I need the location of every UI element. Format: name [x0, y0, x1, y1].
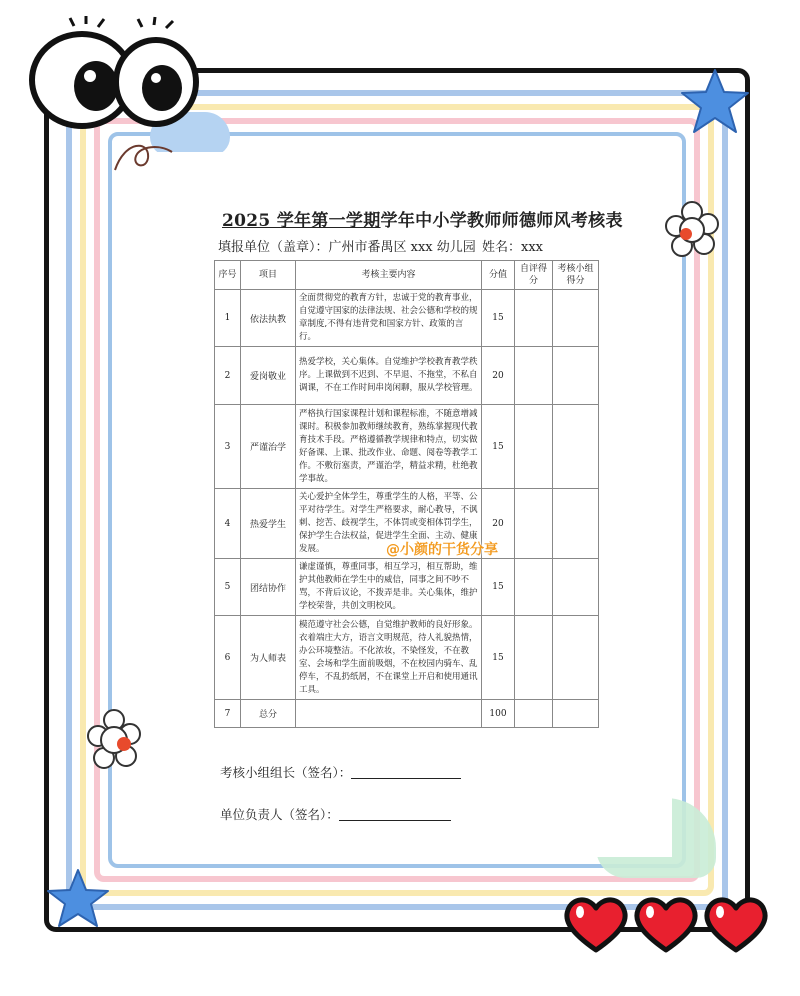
table-row	[215, 347, 599, 405]
watermark: @小颜的干货分享	[386, 542, 498, 558]
self-score-cell[interactable]	[515, 347, 553, 405]
table-row	[215, 405, 599, 489]
row-item: 为人师表	[241, 616, 296, 700]
row-no: 6	[215, 616, 241, 700]
table-total-row	[215, 700, 599, 728]
row-score: 20	[482, 489, 515, 559]
row-no: 4	[215, 489, 241, 559]
self-score-cell[interactable]	[515, 616, 553, 700]
group-score-cell[interactable]	[553, 347, 599, 405]
header-item: 项目	[241, 261, 296, 290]
self-score-cell[interactable]	[515, 559, 553, 616]
table-row	[215, 616, 599, 700]
heart-icon	[567, 900, 625, 950]
row-content: 模范遵守社会公德，自觉维护教师的良好形象。衣着端庄大方，语言文明规范，待人礼貌热情，办公环境整洁。不化浓妆，不染怪发，不在教室、会场和学生面前吸烟，不在校园内骑车、乱停车，不乱扔纸屑，不在课堂上开启和使用通讯工具。	[296, 616, 482, 700]
self-total-cell[interactable]	[515, 700, 553, 728]
header-score: 分值	[482, 261, 515, 290]
row-item: 依法执教	[241, 290, 296, 347]
page-title	[222, 206, 642, 231]
self-score-cell[interactable]	[515, 405, 553, 489]
googly-eyes-icon	[24, 14, 204, 129]
group-score-cell[interactable]	[553, 489, 599, 559]
row-score: 20	[482, 347, 515, 405]
head-signature-label: 单位负责人（签名）：	[220, 807, 339, 822]
row-item: 严谨治学	[241, 405, 296, 489]
header-group-score: 考核小组得分	[553, 261, 599, 290]
star-icon	[46, 866, 110, 930]
row-score: 15	[482, 559, 515, 616]
row-score: 15	[482, 405, 515, 489]
row-no: 3	[215, 405, 241, 489]
row-score: 15	[482, 616, 515, 700]
row-content: 热爱学校，关心集体。自觉维护学校教育教学秩序。上课做到不迟到、不早退、不拖堂，不私自调课，不在工作时间串岗闲聊，服从学校管理。	[296, 347, 482, 405]
group-total-cell[interactable]	[553, 700, 599, 728]
total-label: 总分	[241, 700, 296, 728]
table-row	[215, 290, 599, 347]
group-score-cell[interactable]	[553, 616, 599, 700]
leader-signature-label: 考核小组组长（签名）：	[220, 765, 352, 780]
row-no: 5	[215, 559, 241, 616]
group-score-cell[interactable]	[553, 290, 599, 347]
self-score-cell[interactable]	[515, 290, 553, 347]
self-score-cell[interactable]	[515, 489, 553, 559]
row-score: 15	[482, 290, 515, 347]
total-no: 7	[215, 700, 241, 728]
header-self-score: 自评得分	[515, 261, 553, 290]
table-header-row	[215, 261, 599, 290]
reporting-unit: 填报单位（盖章）：广州市番禺区 xxx 幼儿园	[218, 240, 476, 255]
group-score-cell[interactable]	[553, 559, 599, 616]
teacher-name: 姓名：xxx	[482, 240, 543, 255]
header-no: 序号	[215, 261, 241, 290]
row-content: 谦虚谨慎，尊重同事，相互学习，相互帮助，维护其他教师在学生中的威信，同事之间不吵不骂，不背后议论，不拨弄是非。关心集体，维护学校荣誉，共创文明校风。	[296, 559, 482, 616]
row-content: 严格执行国家课程计划和课程标准，不随意增减课时。积极参加教师继续教育，熟练掌握现代教育技术手段。严格遵循教学规律和特点，切实做好备课、上课、批改作业、命题、阅卷等教学工作。不敷衍塞责，严谨治学，精益求精，杜绝教学事故。	[296, 405, 482, 489]
total-score: 100	[482, 700, 515, 728]
leader-signature-line[interactable]	[351, 777, 461, 779]
assessment-table	[214, 260, 599, 728]
title-term: 2025 学年第一学期	[222, 211, 381, 231]
head-signature-line[interactable]	[339, 819, 451, 821]
row-no: 2	[215, 347, 241, 405]
head-signature	[220, 805, 451, 823]
header-content: 考核主要内容	[296, 261, 482, 290]
leader-signature	[220, 763, 461, 781]
heart-icon	[637, 900, 695, 950]
flower-icon	[86, 708, 142, 774]
swirl-icon	[110, 130, 180, 180]
title-main: 学年中小学教师师德师风考核表	[380, 211, 623, 231]
heart-icon	[707, 900, 765, 950]
total-content-cell	[296, 700, 482, 728]
row-item: 团结协作	[241, 559, 296, 616]
hearts-decoration	[560, 890, 780, 960]
table-row	[215, 559, 599, 616]
star-icon	[680, 66, 750, 136]
row-no: 1	[215, 290, 241, 347]
row-item: 热爱学生	[241, 489, 296, 559]
flower-icon	[664, 200, 720, 262]
row-content: 全面贯彻党的教育方针，忠诚于党的教育事业，自觉遵守国家的法律法规、社会公德和学校的规章制度,不得有违背党和国家方针、政策的言行。	[296, 290, 482, 347]
row-item: 爱岗敬业	[241, 347, 296, 405]
group-score-cell[interactable]	[553, 405, 599, 489]
row-content: 关心爱护全体学生，尊重学生的人格，平等、公平对待学生。对学生严格要求，耐心教导，不讽刺、挖苦、歧视学生，不体罚或变相体罚学生，保护学生合法权益，促进学生全面、主动、健康发展。	[296, 489, 482, 559]
